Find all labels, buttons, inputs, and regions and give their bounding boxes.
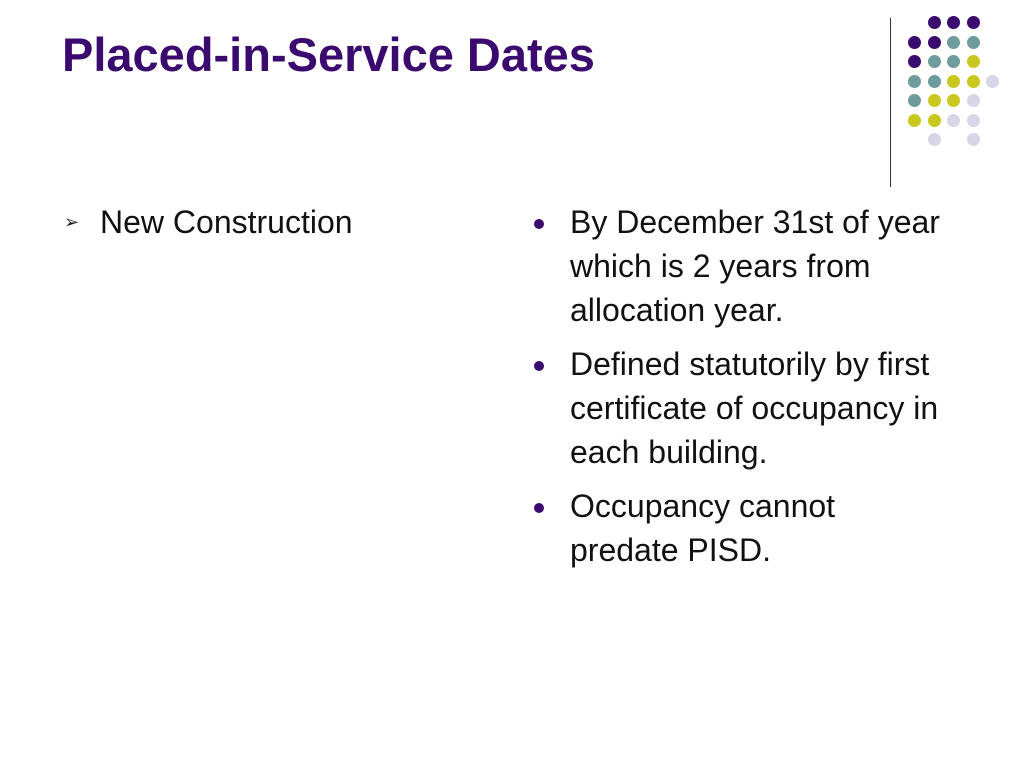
decorative-dot [928,133,941,146]
decorative-dot [947,55,960,68]
round-bullet-icon [534,219,544,229]
decorative-dot [908,114,921,127]
decorative-dot [928,36,941,49]
decorative-dot [947,94,960,107]
right-list-item [532,342,952,474]
decorative-dot [928,75,941,88]
right-column [532,200,952,582]
left-list-item [62,200,442,244]
decorative-dot [967,75,980,88]
decorative-dot [967,133,980,146]
decorative-dot [947,16,960,29]
decorative-dot [967,55,980,68]
decorative-dot [986,75,999,88]
right-list-item-text: Occupancy cannot predate PISD. [570,488,836,568]
decorative-dot [947,36,960,49]
decorative-dot-grid [908,16,1004,166]
arrowhead-bullet-icon: ➢ [64,212,80,232]
left-list-item-text: New Construction [100,204,353,240]
decorative-dot [928,16,941,29]
decorative-dot [908,36,921,49]
right-list-item [532,484,952,572]
right-list-item [532,200,952,332]
decorative-dot [908,94,921,107]
decorative-dot [967,114,980,127]
decorative-dot [928,114,941,127]
right-list-item-text: Defined statutorily by first certificate of occupancy in each building. [570,346,939,470]
title-divider-line [890,18,891,187]
decorative-dot [947,75,960,88]
decorative-dot [967,36,980,49]
round-bullet-icon [534,361,544,371]
decorative-dot [928,94,941,107]
decorative-dot [908,55,921,68]
round-bullet-icon [534,503,544,513]
decorative-dot [947,114,960,127]
decorative-dot [967,94,980,107]
decorative-dot [967,16,980,29]
decorative-dot [908,75,921,88]
slide-title: Placed-in-Service Dates [62,28,595,81]
decorative-dot [928,55,941,68]
left-column [62,200,442,244]
right-list-item-text: By December 31st of year which is 2 years from allocation year. [570,204,940,328]
